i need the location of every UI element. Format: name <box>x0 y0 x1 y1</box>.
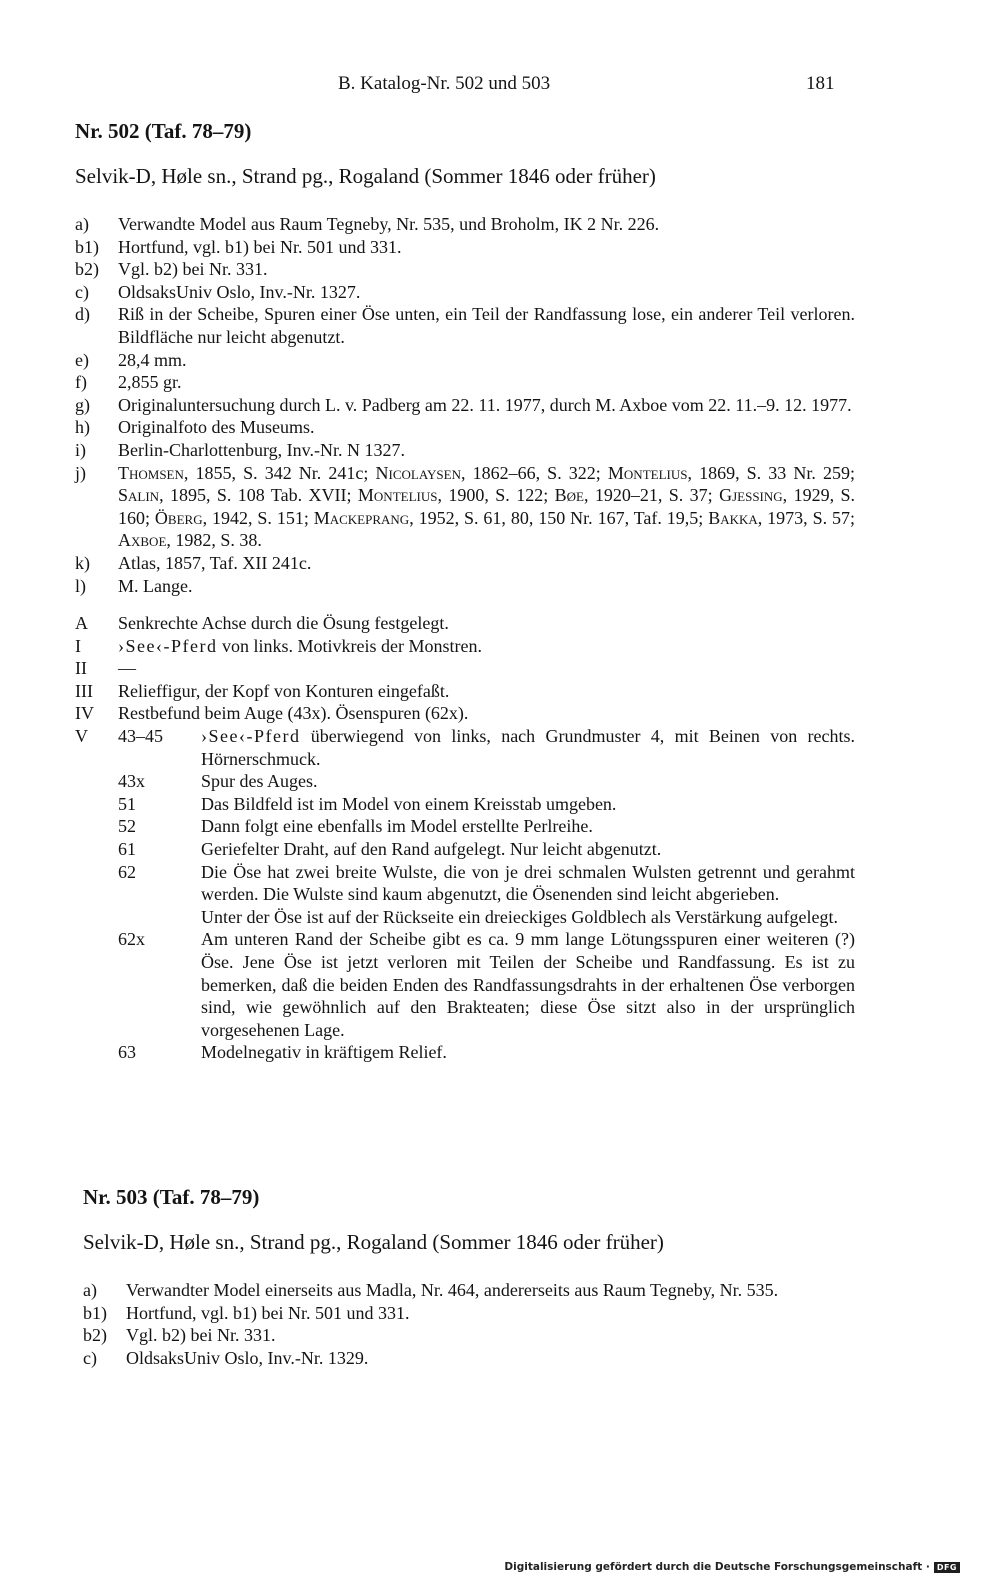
meta-key: b2) <box>83 1325 107 1346</box>
zone-paragraph: Die Öse hat zwei breite Wulste, die von je drei schmalen Wulsten getrennt und gerahmt werden. Die Wulste sind kaum abgenutzt, die Ösenenden sind leicht abgerieben. <box>201 861 855 905</box>
literature-author: Gjessing <box>719 485 783 506</box>
page-number: 181 <box>806 73 835 94</box>
zone-row-63 <box>118 1041 855 1064</box>
meta-key: b2) <box>75 259 99 280</box>
literature-author: Mackeprang <box>313 507 410 528</box>
meta-key: i) <box>75 439 86 460</box>
meta-value: Vgl. b2) bei Nr. 331. <box>126 1325 276 1346</box>
meta-value: OldsaksUniv Oslo, Inv.-Nr. 1327. <box>118 281 361 302</box>
motif-text: von links. Motivkreis der Monstren. <box>217 635 482 656</box>
literature-citation: , 1952, S. 61, 80, 150 Nr. 167, Taf. 19,5; <box>409 507 709 528</box>
meta-key: c) <box>83 1347 97 1368</box>
literature-citation: , 1862–66, S. 322; <box>460 462 608 483</box>
zone-value: Am unteren Rand der Scheibe gibt es ca. 9 mm lange Lötungsspuren einer weiteren (?) Öse. Jene Öse ist jetzt verloren mit Teilen der Scheibe und Randfassung. Es ist zu bemerken, daß die beiden Enden des Randfassungsdrahts in der erhaltenen Öse verborgen sind, wie gewöhnlich auf den Brakteaten; diese Öse sitzt also in der ursprünglich vorgesehenen Lage. <box>201 929 855 1040</box>
catalog-entry-502 <box>75 117 855 1064</box>
meta-key: k) <box>75 552 90 573</box>
motif-key: I <box>75 635 81 656</box>
meta-key: f) <box>75 372 87 393</box>
literature-citation: , 1929, S. 160; <box>118 485 855 528</box>
meta-value: Riß in der Scheibe, Spuren einer Öse unten, ein Teil der Randfassung lose, ein anderer Teil verloren. Bildfläche nur leicht abgenutzt. <box>118 304 855 347</box>
literature-author: Montelius <box>357 485 438 506</box>
meta-value: Atlas, 1857, Taf. XII 241c. <box>118 552 312 573</box>
motif-value: Restbefund beim Auge (43x). Ösenspuren (62x). <box>118 703 469 724</box>
zone-value: Geriefelter Draht, auf den Rand aufgelegt. Nur leicht abgenutzt. <box>201 839 662 860</box>
meta-item-g <box>75 394 855 417</box>
zone-value: Modelnegativ in kräftigem Relief. <box>201 1042 447 1063</box>
zone-key: 51 <box>118 793 136 814</box>
motif-value: Senkrechte Achse durch die Ösung festgelegt. <box>118 613 449 634</box>
meta-key: l) <box>75 575 86 596</box>
meta-key: g) <box>75 394 90 415</box>
motif-key: II <box>75 658 87 679</box>
motif-item-III <box>75 680 855 703</box>
motif-key: A <box>75 613 88 634</box>
zone-key: 52 <box>118 816 136 837</box>
meta-key: a) <box>75 214 89 234</box>
zone-row-43x <box>118 770 855 793</box>
meta-list <box>83 1279 843 1369</box>
literature-citation: , 1920–21, S. 37; <box>583 485 720 506</box>
spaced-term: ›See‹-Pferd <box>201 726 301 747</box>
zone-value: Spur des Auges. <box>201 771 318 792</box>
literature-citation: , 1869, S. 33 Nr. 259; <box>687 462 855 483</box>
meta-value: M. Lange. <box>118 575 193 596</box>
digitization-credit <box>504 1561 960 1573</box>
meta-value: Vgl. b2) bei Nr. 331. <box>118 259 268 280</box>
zone-list <box>118 725 855 1064</box>
meta-value: OldsaksUniv Oslo, Inv.-Nr. 1329. <box>126 1347 369 1368</box>
meta-value: Hortfund, vgl. b1) bei Nr. 501 und 331. <box>126 1302 410 1323</box>
zone-row-61 <box>118 838 855 861</box>
meta-key: e) <box>75 349 89 370</box>
zone-key: 62 <box>118 861 136 882</box>
meta-item-c <box>83 1347 843 1370</box>
motif-zones <box>118 725 855 1064</box>
motif-item-II <box>75 657 855 680</box>
meta-item-k <box>75 552 855 575</box>
zone-key: 62x <box>118 929 145 950</box>
meta-item-i <box>75 439 855 462</box>
literature-author: Salin <box>118 485 160 506</box>
meta-value: Verwandter Model einerseits aus Madla, Nr. 464, andererseits aus Raum Tegneby, Nr. 535. <box>126 1280 779 1300</box>
literature-author: Thomsen <box>118 462 184 483</box>
meta-key: c) <box>75 281 89 302</box>
meta-key: h) <box>75 417 90 438</box>
zone-key: 63 <box>118 1042 136 1063</box>
literature-author: Axboe <box>118 530 167 551</box>
zone-value: Das Bildfeld ist im Model von einem Kreisstab umgeben. <box>201 793 617 814</box>
meta-key: b1) <box>83 1302 107 1323</box>
meta-value: Originaluntersuchung durch L. v. Padberg am 22. 11. 1977, durch M. Axboe vom 22. 11.–9. 12. 1977. <box>118 394 852 415</box>
spaced-term: ›See‹-Pferd <box>118 635 218 656</box>
meta-item-f <box>75 371 855 394</box>
dfg-logo: DFG <box>934 1562 960 1573</box>
zone-key: 61 <box>118 839 136 860</box>
literature-citation: , 1973, S. 57; <box>757 507 855 528</box>
motif-value: — <box>118 658 136 679</box>
motif-item-I <box>75 635 855 658</box>
meta-item-h <box>75 416 855 439</box>
zone-value: Dann folgt eine ebenfalls im Model erstellte Perlreihe. <box>201 816 593 837</box>
motif-key: V <box>75 726 88 747</box>
zone-value <box>201 725 855 770</box>
meta-item-d <box>75 303 855 348</box>
motif-key: IV <box>75 703 94 724</box>
literature-author: Nicolaysen <box>375 462 461 483</box>
meta-item-b2 <box>75 258 855 281</box>
zone-row-51 <box>118 793 855 816</box>
entry-site: Selvik-D, Høle sn., Strand pg., Rogaland (Sommer 1846 oder früher) <box>83 1230 664 1254</box>
entry-heading: Nr. 502 (Taf. 78–79) <box>75 119 252 143</box>
meta-value: Originalfoto des Museums. <box>118 417 315 438</box>
meta-item-l <box>75 575 855 598</box>
running-head: B. Katalog-Nr. 502 und 503 <box>338 73 551 94</box>
meta-value: Hortfund, vgl. b1) bei Nr. 501 und 331. <box>118 236 402 257</box>
literature-citation: , 1942, S. 151; <box>202 507 314 528</box>
zone-row-62 <box>118 861 855 929</box>
credit-text: Digitalisierung gefördert durch die Deutsche Forschungsgemeinschaft · <box>504 1561 930 1573</box>
zone-text: überwiegend von links, nach Grundmuster 4, mit Beinen von rechts. Hörnerschmuck. <box>201 726 855 769</box>
meta-key: j) <box>75 462 86 483</box>
literature-citation: , 1895, S. 108 Tab. XVII; <box>159 485 358 506</box>
meta-item-j-literature <box>75 462 855 552</box>
meta-item-b1 <box>83 1302 843 1325</box>
meta-item-b2 <box>83 1324 843 1347</box>
zone-row-43-45 <box>118 725 855 770</box>
meta-item-a <box>83 1279 843 1302</box>
motif-key: III <box>75 680 93 701</box>
meta-list <box>75 213 855 597</box>
zone-row-62x <box>118 928 855 1041</box>
meta-value: Berlin-Charlottenburg, Inv.-Nr. N 1327. <box>118 439 405 460</box>
literature-author: Bakka <box>708 507 758 528</box>
literature-citation: , 1982, S. 38. <box>166 530 262 551</box>
motif-value: Relieffigur, der Kopf von Konturen eingefaßt. <box>118 680 450 701</box>
zone-key: 43–45 <box>118 726 163 747</box>
motif-value <box>118 635 855 658</box>
page-header <box>0 73 1000 103</box>
meta-value: Verwandte Model aus Raum Tegneby, Nr. 535, und Broholm, IK 2 Nr. 226. <box>118 214 660 234</box>
motif-list <box>75 612 855 1064</box>
literature-author: Montelius <box>607 462 688 483</box>
catalog-entry-503 <box>83 1183 843 1369</box>
meta-item-b1 <box>75 236 855 259</box>
meta-key: d) <box>75 304 90 325</box>
motif-item-V <box>75 725 855 1064</box>
meta-item-c <box>75 281 855 304</box>
zone-row-52 <box>118 815 855 838</box>
meta-key: b1) <box>75 236 99 257</box>
meta-item-e <box>75 349 855 372</box>
motif-item-A <box>75 612 855 635</box>
literature-references <box>118 462 855 552</box>
literature-citation: , 1855, S. 342 Nr. 241c; <box>183 462 376 483</box>
meta-value: 28,4 mm. <box>118 349 187 370</box>
zone-value <box>201 861 855 929</box>
meta-value: 2,855 gr. <box>118 372 182 393</box>
motif-item-IV <box>75 702 855 725</box>
literature-citation: , 1900, S. 122; <box>437 485 555 506</box>
meta-item-a <box>75 213 855 236</box>
entry-site: Selvik-D, Høle sn., Strand pg., Rogaland (Sommer 1846 oder früher) <box>75 164 656 188</box>
zone-key: 43x <box>118 771 145 792</box>
meta-key: a) <box>83 1280 97 1300</box>
literature-author: Bøe <box>554 485 584 506</box>
entry-heading: Nr. 503 (Taf. 78–79) <box>83 1185 260 1209</box>
zone-paragraph: Unter der Öse ist auf der Rückseite ein dreieckiges Goldblech als Verstärkung aufgelegt. <box>201 906 838 927</box>
literature-author: Öberg <box>154 507 203 528</box>
